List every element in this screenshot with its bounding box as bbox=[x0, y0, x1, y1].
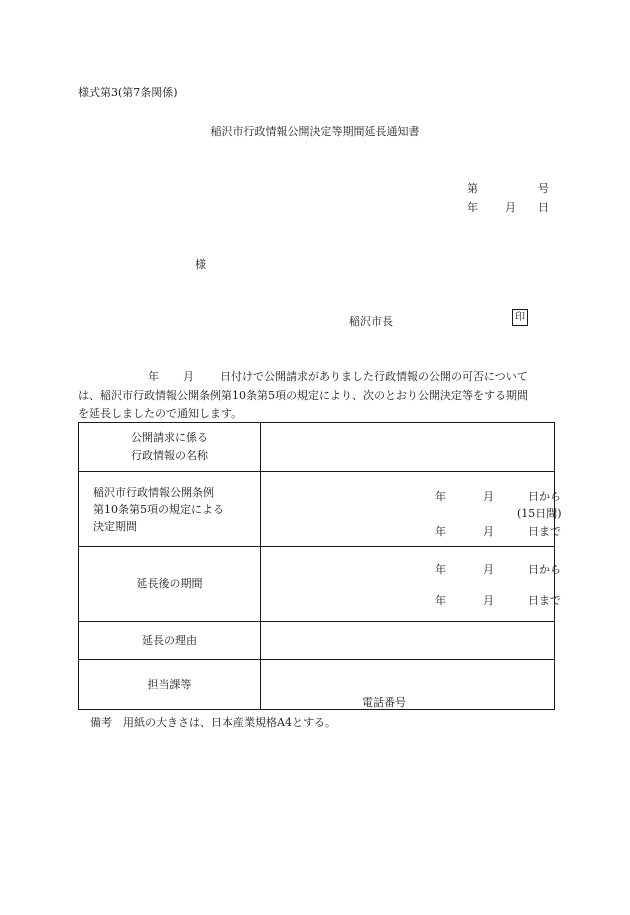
info-name-field[interactable] bbox=[261, 423, 555, 472]
document-title: 稲沢市行政情報公開決定等期間延長通知書 bbox=[210, 125, 420, 138]
body-line2: は、稲沢市行政情報公開条例第10条第5項の規定により、次のとおり公開決定等をする期間 bbox=[78, 389, 528, 402]
table-row-decision-period bbox=[79, 472, 555, 547]
table-row-reason bbox=[79, 622, 555, 660]
date-month-label: 月 bbox=[505, 201, 516, 214]
reason-field[interactable] bbox=[261, 622, 555, 660]
date-year-label: 年 bbox=[467, 201, 478, 214]
form-number-label: 様式第3(第7条関係) bbox=[78, 86, 178, 99]
table-row-department bbox=[79, 660, 555, 710]
date-day-label: 日 bbox=[538, 201, 549, 214]
decision-period-field[interactable]: 年 月 日から (15日間) 年 月 日まで bbox=[261, 472, 555, 547]
notice-table bbox=[78, 422, 562, 710]
table-row-extended-period bbox=[79, 547, 555, 622]
department-label: 担当課等 bbox=[79, 660, 261, 710]
reason-label: 延長の理由 bbox=[79, 622, 261, 660]
body-year-label: 年 bbox=[148, 370, 159, 383]
body-line3: を延長しましたので通知します。 bbox=[78, 407, 243, 420]
body-line1: 日付けで公開請求がありました行政情報の公開の可否について bbox=[220, 370, 528, 383]
document-number-suffix: 号 bbox=[538, 182, 549, 195]
decision-period-label: 稲沢市行政情報公開条例 第10条第5項の規定による 決定期間 bbox=[79, 472, 261, 547]
extended-period-field[interactable]: 年 月 日から 年 月 日まで bbox=[261, 547, 555, 622]
table-row-info-name bbox=[79, 423, 555, 472]
sender-mayor: 稲沢市長 bbox=[349, 315, 393, 328]
seal-mark: 印 bbox=[512, 309, 528, 326]
phone-number-label: 電話番号 bbox=[362, 696, 406, 709]
extended-period-label: 延長後の期間 bbox=[79, 547, 261, 622]
document-number-prefix: 第 bbox=[467, 182, 478, 195]
footer-note: 備考 用紙の大きさは、日本産業規格A4とする。 bbox=[90, 716, 336, 729]
addressee-honorific: 様 bbox=[195, 258, 206, 271]
department-field[interactable] bbox=[261, 660, 555, 710]
info-name-label: 公開請求に係る 行政情報の名称 bbox=[79, 423, 261, 472]
body-month-label: 月 bbox=[183, 370, 194, 383]
